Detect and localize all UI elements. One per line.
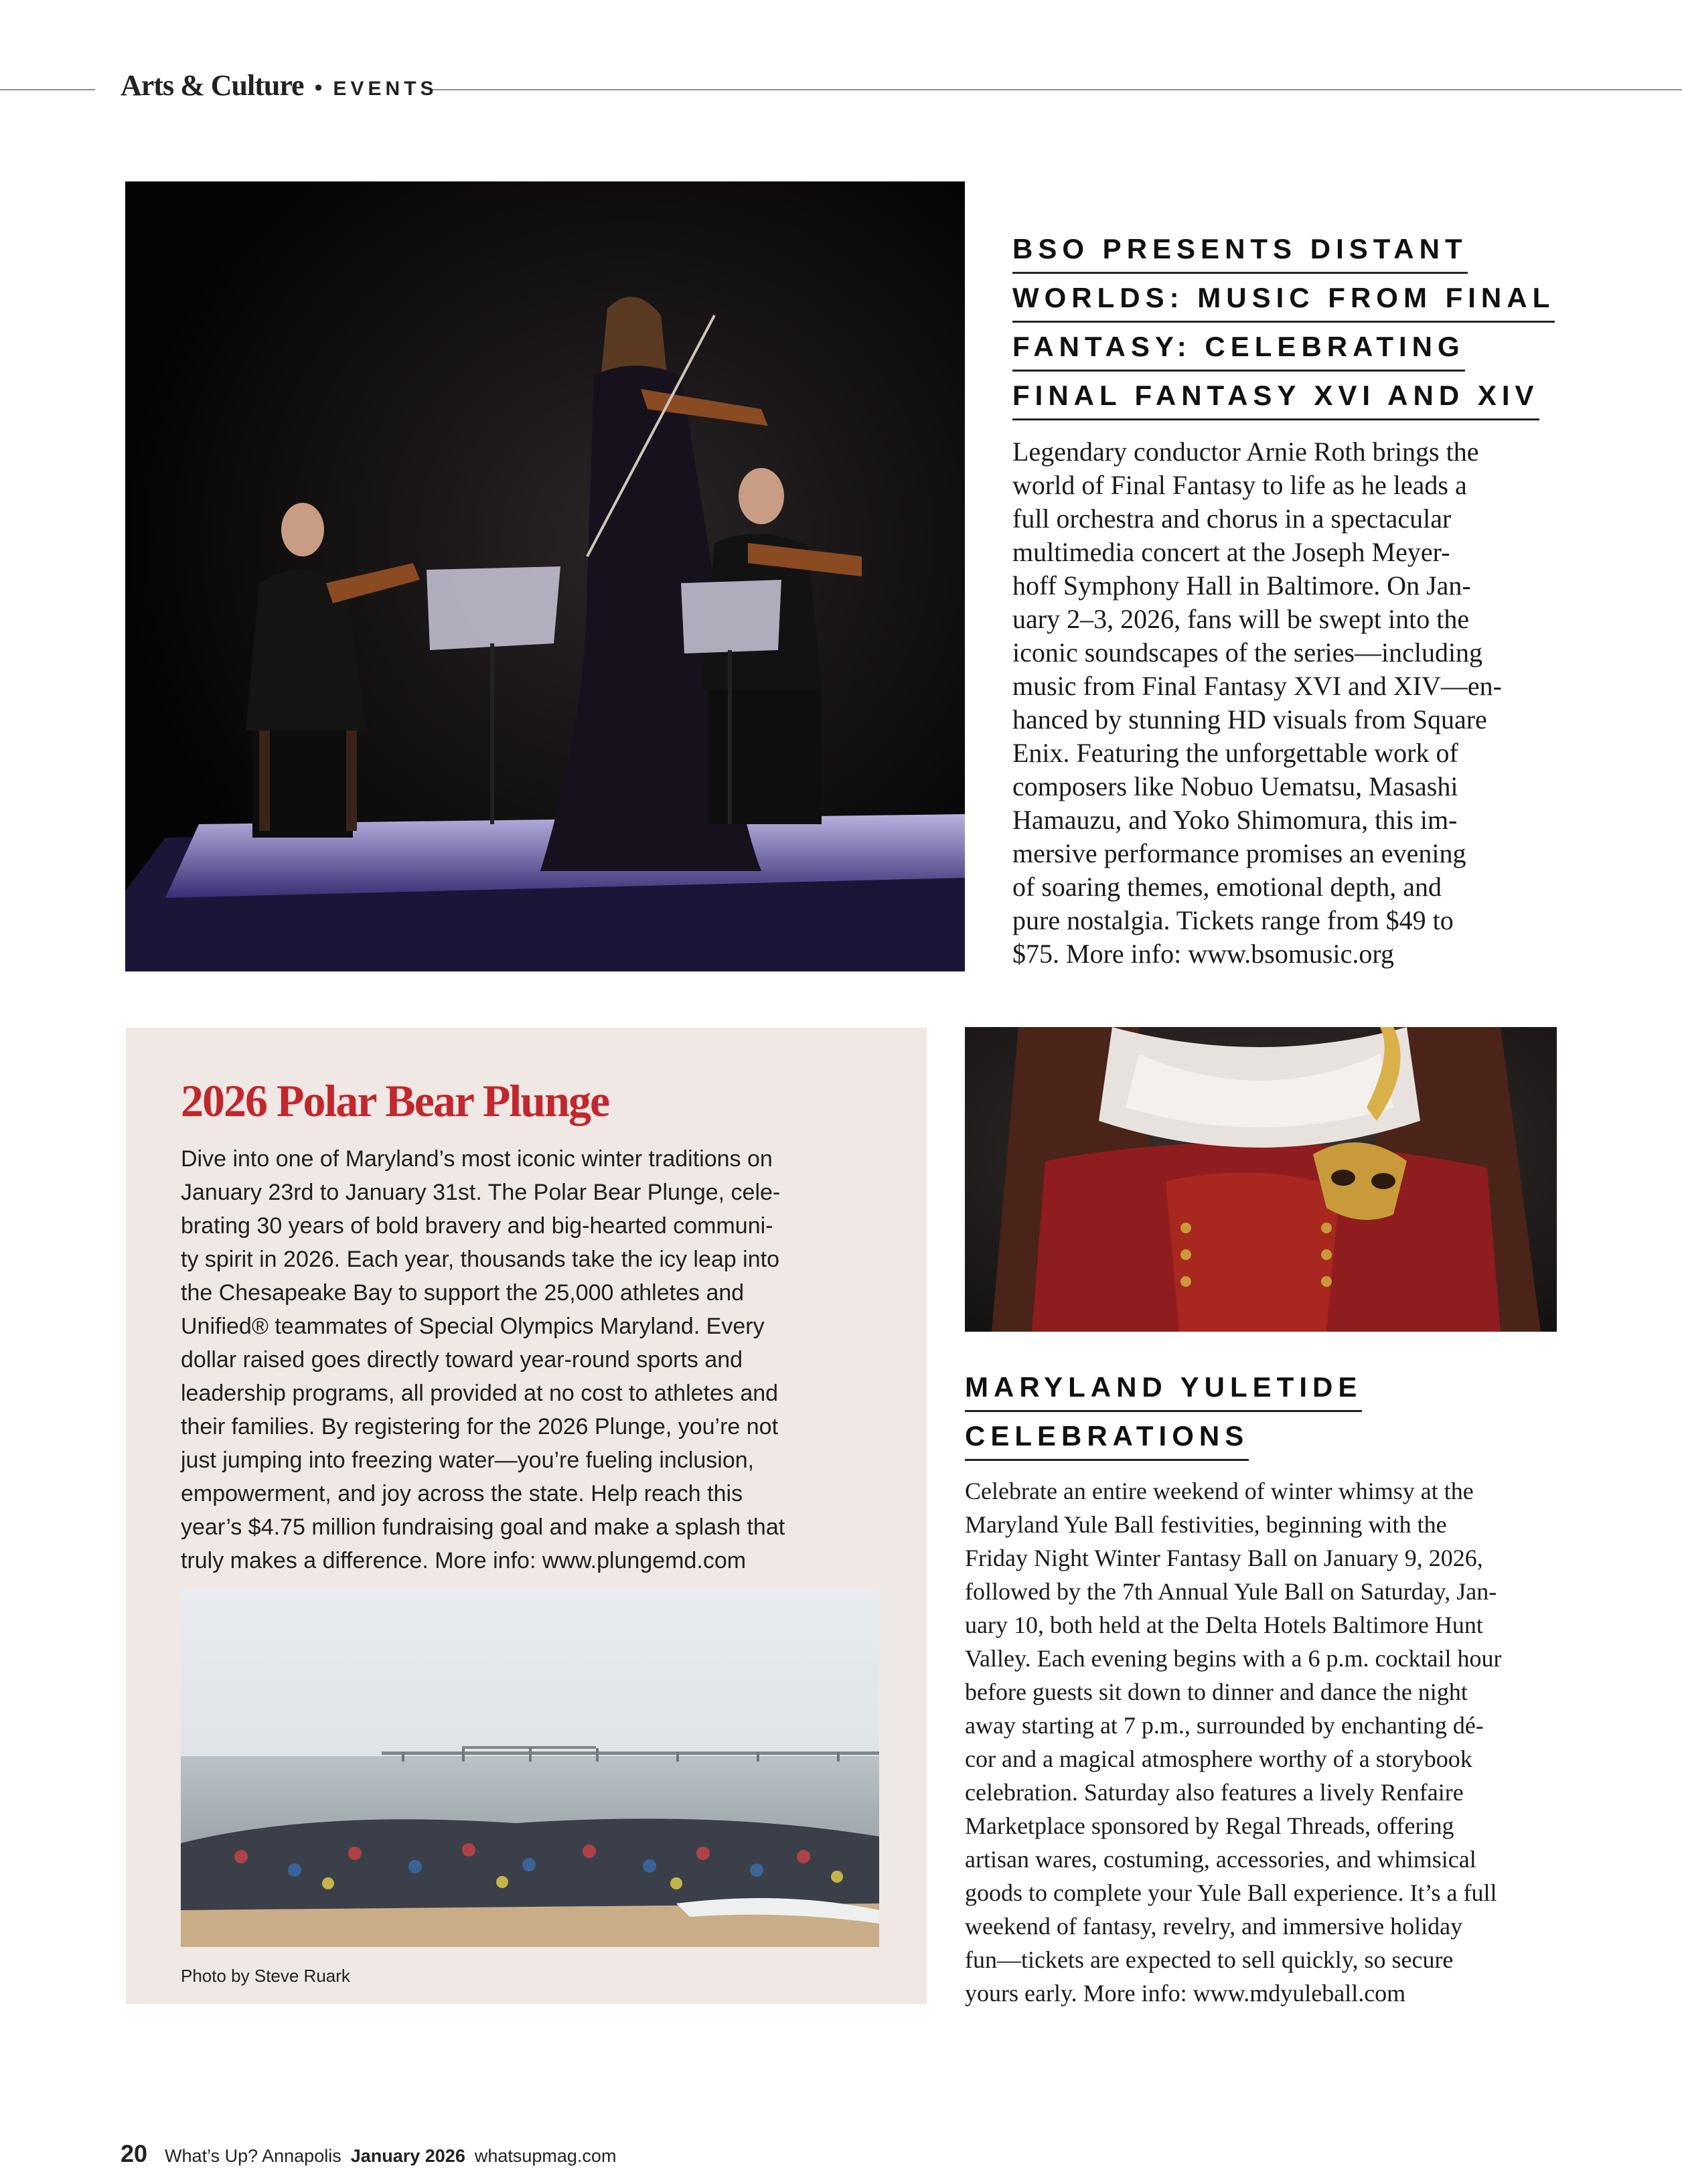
polar-body-line: just jumping into freezing water—you’re fueling inclusion,	[181, 1448, 755, 1473]
yule-heading-line: CELEBRATIONS	[965, 1420, 1249, 1461]
yule-body-line: celebration. Saturday also features a lively Renfaire	[965, 1779, 1464, 1806]
bso-body-line: mersive performance promises an evening	[1012, 838, 1466, 868]
bso-heading-line: FINAL FANTASY XVI AND XIV	[1012, 380, 1539, 420]
bso-body	[1012, 435, 1561, 971]
page-number: 20	[121, 2140, 148, 2167]
polar-bear-plunge-body	[181, 1142, 884, 1577]
plunge-crowd-photo	[181, 1589, 879, 1947]
yule-body-line: Marketplace sponsored by Regal Threads, offering	[965, 1812, 1454, 1839]
subsection-name: EVENTS	[333, 78, 438, 100]
polar-bear-plunge-title: 2026 Polar Bear Plunge	[181, 1075, 609, 1126]
polar-body-line: their families. By registering for the 2026 Plunge, you’re not	[181, 1414, 779, 1439]
bso-body-line: Enix. Featuring the unforgettable work of	[1012, 738, 1458, 768]
polar-body-line: Dive into one of Maryland’s most iconic winter traditions on	[181, 1146, 773, 1172]
yule-body-line: Friday Night Winter Fantasy Ball on January 9, 2026,	[965, 1545, 1483, 1571]
header-rule-right	[430, 89, 1682, 90]
header-rule-left	[0, 89, 95, 90]
bso-heading-line: FANTASY: CELEBRATING	[1012, 331, 1465, 372]
yule-body-line: weekend of fantasy, revelry, and immersive holiday	[965, 1913, 1463, 1940]
yule-body	[965, 1474, 1561, 2010]
bso-body-line: iconic soundscapes of the series—including	[1012, 637, 1483, 668]
bso-body-line: composers like Nobuo Uematsu, Masashi	[1012, 771, 1458, 801]
yule-body-line: artisan wares, costuming, accessories, and whimsical	[965, 1846, 1476, 1873]
bso-body-line: multimedia concert at the Joseph Meyer-	[1012, 537, 1450, 567]
yule-body-line: away starting at 7 p.m., surrounded by enchanting dé-	[965, 1712, 1484, 1739]
bso-body-line: Hamauzu, and Yoko Shimomura, this im-	[1012, 805, 1458, 835]
yule-body-line: before guests sit down to dinner and dance the night	[965, 1679, 1468, 1705]
photo-credit: Photo by Steve Ruark	[181, 1966, 350, 1986]
polar-body-line: January 23rd to January 31st. The Polar Bear Plunge, cele-	[181, 1180, 781, 1205]
yule-body-line: Maryland Yule Ball festivities, beginning with the	[965, 1511, 1447, 1538]
yule-heading-line: MARYLAND YULETIDE	[965, 1371, 1362, 1412]
yule-body-line: Celebrate an entire weekend of winter whimsy at the	[965, 1478, 1474, 1504]
yule-body-line: goods to complete your Yule Ball experience. It’s a full	[965, 1879, 1497, 1906]
website: whatsupmag.com	[474, 2146, 617, 2166]
polar-body-line: truly makes a difference. More info: www.plungemd.com	[181, 1548, 747, 1573]
issue-date: January 2026	[350, 2146, 465, 2166]
yule-heading	[965, 1371, 1362, 1469]
header-separator: •	[314, 75, 323, 100]
polar-body-line: ty spirit in 2026. Each year, thousands take the icy leap into	[181, 1247, 779, 1272]
bso-body-line: hanced by stunning HD visuals from Square	[1012, 704, 1487, 734]
polar-body-line: empowerment, and joy across the state. Help reach this	[181, 1481, 743, 1506]
violin-trio-photo	[125, 181, 965, 971]
bso-body-line: of soaring themes, emotional depth, and	[1012, 872, 1442, 902]
polar-body-line: the Chesapeake Bay to support the 25,000 athletes and	[181, 1280, 745, 1306]
yule-body-line: yours early. More info: www.mdyuleball.com	[965, 1980, 1406, 2007]
section-name: Arts & Culture	[121, 69, 304, 102]
bso-heading-line: BSO PRESENTS DISTANT	[1012, 233, 1468, 274]
page-footer	[121, 2140, 625, 2168]
bso-body-line: pure nostalgia. Tickets range from $49 to	[1012, 905, 1454, 935]
yule-body-line: uary 10, both held at the Delta Hotels Baltimore Hunt	[965, 1612, 1483, 1638]
bso-heading	[1012, 233, 1555, 428]
magazine-name: What’s Up? Annapolis	[165, 2146, 341, 2166]
bso-heading-line: WORLDS: MUSIC FROM FINAL	[1012, 282, 1555, 323]
bso-body-line: hoff Symphony Hall in Baltimore. On Jan-	[1012, 570, 1471, 601]
bso-body-line: uary 2–3, 2026, fans will be swept into the	[1012, 604, 1470, 634]
polar-body-line: brating 30 years of bold bravery and big-hearted communi-	[181, 1213, 773, 1239]
bso-body-line: world of Final Fantasy to life as he leads a	[1012, 470, 1467, 500]
bso-body-line: $75. More info: www.bsomusic.org	[1012, 939, 1394, 969]
masquerade-photo	[965, 1027, 1557, 1332]
section-header	[121, 68, 438, 108]
yule-body-line: fun—tickets are expected to sell quickly, so secure	[965, 1946, 1454, 1973]
bso-body-line: Legendary conductor Arnie Roth brings the	[1012, 437, 1479, 467]
bso-body-line: full orchestra and chorus in a spectacular	[1012, 503, 1452, 534]
polar-body-line: year’s $4.75 million fundraising goal and make a splash that	[181, 1514, 785, 1540]
polar-body-line: leadership programs, all provided at no cost to athletes and	[181, 1381, 779, 1406]
yule-body-line: Valley. Each evening begins with a 6 p.m. cocktail hour	[965, 1645, 1502, 1672]
yule-body-line: cor and a magical atmosphere worthy of a storybook	[965, 1745, 1472, 1772]
polar-body-line: Unified® teammates of Special Olympics Maryland. Every	[181, 1314, 765, 1339]
bso-body-line: music from Final Fantasy XVI and XIV—en-	[1012, 671, 1502, 701]
polar-body-line: dollar raised goes directly toward year-round sports and	[181, 1347, 743, 1373]
yule-body-line: followed by the 7th Annual Yule Ball on Saturday, Jan-	[965, 1578, 1497, 1605]
